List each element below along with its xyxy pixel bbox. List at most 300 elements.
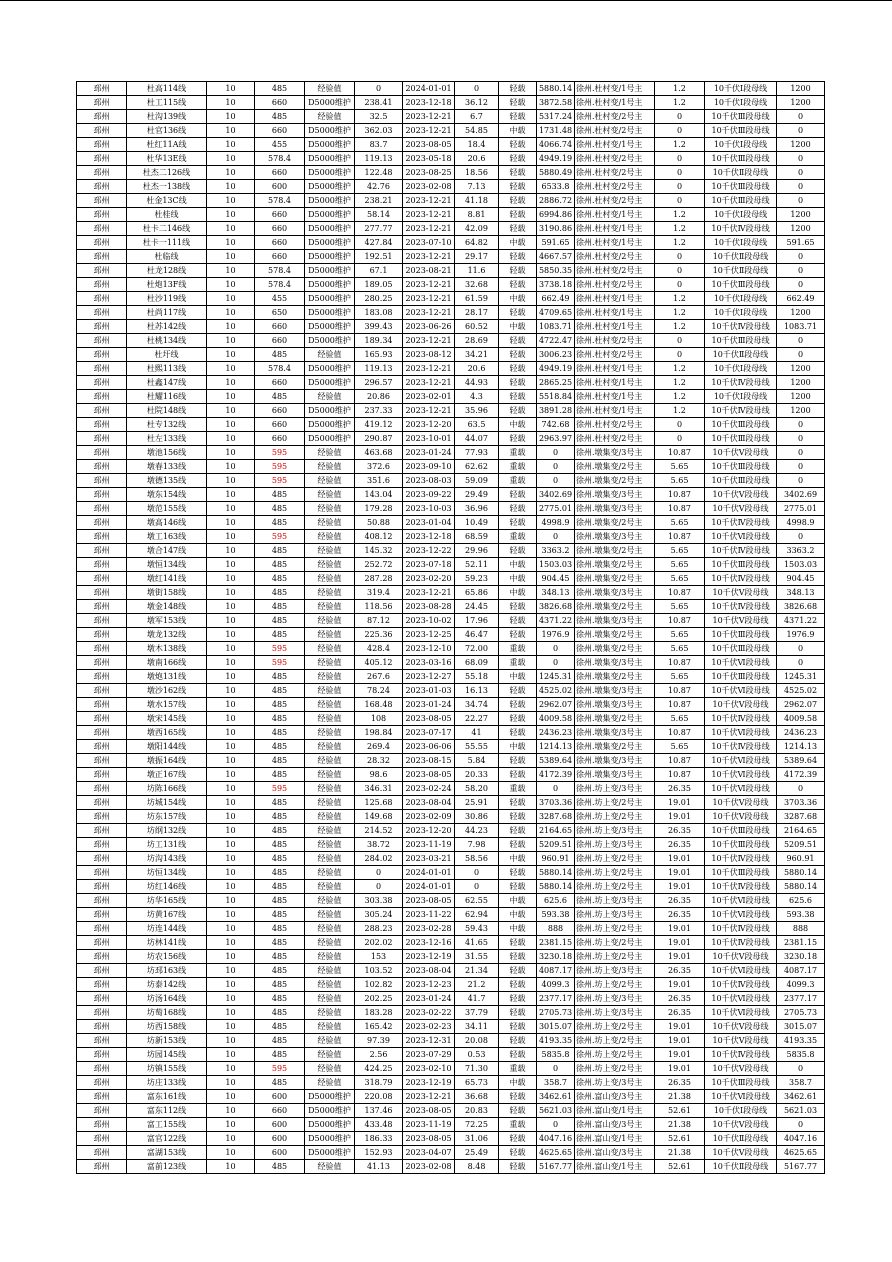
table-row (77, 824, 825, 838)
busbar-cell: 10千伏Ⅴ段母线 (705, 586, 777, 600)
transformer-cell: 徐州.杜村变/2号主 (575, 180, 655, 194)
date-cell: 2023-08-05 (403, 712, 455, 726)
city-cell: 邳州 (77, 852, 127, 866)
busbar-cell: 10千伏Ⅴ段母线 (705, 446, 777, 460)
line-name-cell: 坊庄133线 (127, 1076, 207, 1090)
spare-capacity-cell: 4193.35 (537, 1034, 575, 1048)
load-rate-cell: 55.55 (455, 740, 499, 754)
busbar-cell: 10千伏Ⅰ段母线 (705, 138, 777, 152)
load-rate-cell: 41.7 (455, 992, 499, 1006)
line-name-cell: 墩合147线 (127, 544, 207, 558)
table-row (77, 292, 825, 306)
available-capacity-cell: 0 (777, 1118, 825, 1132)
load-status-cell: 轻载 (499, 684, 537, 698)
busbar-cell: 10千伏Ⅳ段母线 (705, 516, 777, 530)
capacity-cell: 650 (255, 306, 305, 320)
capacity-cell: 485 (255, 1160, 305, 1174)
city-cell: 邳州 (77, 1160, 127, 1174)
source-cell: 经验值 (305, 754, 355, 768)
available-capacity-cell: 2377.17 (777, 992, 825, 1006)
load-value-cell: 237.33 (355, 404, 403, 418)
busbar-cell: 10千伏Ⅴ段母线 (705, 698, 777, 712)
spare-capacity-cell: 888 (537, 922, 575, 936)
spare-capacity-cell: 4099.3 (537, 978, 575, 992)
transformer-value-cell: 10.87 (655, 754, 705, 768)
date-cell: 2023-09-22 (403, 488, 455, 502)
voltage-cell: 10 (207, 1076, 255, 1090)
capacity-cell: 485 (255, 866, 305, 880)
busbar-cell: 10千伏Ⅴ段母线 (705, 1034, 777, 1048)
load-value-cell: 238.21 (355, 194, 403, 208)
line-name-cell: 墩木138线 (127, 642, 207, 656)
available-capacity-cell: 0 (777, 1062, 825, 1076)
city-cell: 邳州 (77, 880, 127, 894)
load-status-cell: 轻载 (499, 726, 537, 740)
transformer-value-cell: 26.35 (655, 838, 705, 852)
line-name-cell: 杜杰二126线 (127, 166, 207, 180)
busbar-cell: 10千伏Ⅰ段母线 (705, 236, 777, 250)
city-cell: 邳州 (77, 180, 127, 194)
load-rate-cell: 44.93 (455, 376, 499, 390)
busbar-cell: 10千伏Ⅰ段母线 (705, 292, 777, 306)
load-rate-cell: 58.56 (455, 852, 499, 866)
date-cell: 2023-11-22 (403, 908, 455, 922)
transformer-cell: 徐州.墩集变/3号主 (575, 530, 655, 544)
busbar-cell: 10千伏Ⅳ段母线 (705, 712, 777, 726)
date-cell: 2023-06-06 (403, 740, 455, 754)
available-capacity-cell: 2164.65 (777, 824, 825, 838)
load-status-cell: 中载 (499, 670, 537, 684)
city-cell: 邳州 (77, 348, 127, 362)
load-status-cell: 轻载 (499, 838, 537, 852)
line-name-cell: 杜红11A线 (127, 138, 207, 152)
date-cell: 2023-12-21 (403, 250, 455, 264)
date-cell: 2023-02-10 (403, 1062, 455, 1076)
date-cell: 2023-10-01 (403, 432, 455, 446)
load-status-cell: 中载 (499, 894, 537, 908)
capacity-cell: 485 (255, 558, 305, 572)
line-name-cell: 坊泰142线 (127, 978, 207, 992)
line-name-cell: 坊连144线 (127, 922, 207, 936)
capacity-cell: 485 (255, 824, 305, 838)
capacity-cell: 595 (255, 782, 305, 796)
transformer-value-cell: 26.35 (655, 908, 705, 922)
busbar-cell: 10千伏Ⅵ段母线 (705, 726, 777, 740)
transformer-value-cell: 0 (655, 278, 705, 292)
transformer-value-cell: 5.65 (655, 544, 705, 558)
table-row (77, 712, 825, 726)
spare-capacity-cell: 625.6 (537, 894, 575, 908)
busbar-cell: 10千伏Ⅳ段母线 (705, 936, 777, 950)
busbar-cell: 10千伏Ⅴ段母线 (705, 1146, 777, 1160)
available-capacity-cell: 0 (777, 250, 825, 264)
capacity-cell: 485 (255, 936, 305, 950)
transformer-value-cell: 5.65 (655, 516, 705, 530)
capacity-cell: 485 (255, 740, 305, 754)
load-rate-cell: 44.23 (455, 824, 499, 838)
load-status-cell: 轻载 (499, 1020, 537, 1034)
load-rate-cell: 54.85 (455, 124, 499, 138)
load-rate-cell: 25.49 (455, 1146, 499, 1160)
busbar-cell: 10千伏Ⅲ段母线 (705, 418, 777, 432)
city-cell: 邳州 (77, 306, 127, 320)
date-cell: 2023-12-10 (403, 642, 455, 656)
capacity-cell: 660 (255, 404, 305, 418)
line-name-cell: 墩龙132线 (127, 628, 207, 642)
load-value-cell: 399.43 (355, 320, 403, 334)
load-value-cell: 238.41 (355, 96, 403, 110)
transformer-cell: 徐州.杜村变/1号主 (575, 292, 655, 306)
voltage-cell: 10 (207, 124, 255, 138)
load-status-cell: 中载 (499, 124, 537, 138)
transformer-cell: 徐州.坊上变/3号主 (575, 964, 655, 978)
capacity-cell: 485 (255, 600, 305, 614)
transformer-cell: 徐州.杜村变/2号主 (575, 110, 655, 124)
load-value-cell: 225.36 (355, 628, 403, 642)
available-capacity-cell: 3402.69 (777, 488, 825, 502)
load-status-cell: 轻载 (499, 82, 537, 96)
available-capacity-cell: 5880.14 (777, 880, 825, 894)
spare-capacity-cell: 3891.28 (537, 404, 575, 418)
busbar-cell: 10千伏Ⅳ段母线 (705, 222, 777, 236)
busbar-cell: 10千伏Ⅲ段母线 (705, 824, 777, 838)
load-rate-cell: 28.69 (455, 334, 499, 348)
load-status-cell: 重载 (499, 1062, 537, 1076)
line-name-cell: 坊西158线 (127, 1020, 207, 1034)
capacity-cell: 485 (255, 880, 305, 894)
city-cell: 邳州 (77, 572, 127, 586)
busbar-cell: 10千伏Ⅳ段母线 (705, 922, 777, 936)
city-cell: 邳州 (77, 936, 127, 950)
load-rate-cell: 18.4 (455, 138, 499, 152)
load-status-cell: 轻载 (499, 1034, 537, 1048)
table-row (77, 180, 825, 194)
line-name-cell: 杜工115线 (127, 96, 207, 110)
line-name-cell: 墩德135线 (127, 474, 207, 488)
spare-capacity-cell: 2377.17 (537, 992, 575, 1006)
capacity-cell: 485 (255, 544, 305, 558)
available-capacity-cell: 625.6 (777, 894, 825, 908)
available-capacity-cell: 904.45 (777, 572, 825, 586)
transformer-cell: 徐州.坊上变/3号主 (575, 992, 655, 1006)
load-value-cell: 98.6 (355, 768, 403, 782)
busbar-cell: 10千伏Ⅲ段母线 (705, 194, 777, 208)
transformer-value-cell: 10.87 (655, 586, 705, 600)
table-row (77, 152, 825, 166)
capacity-cell: 485 (255, 1048, 305, 1062)
city-cell: 邳州 (77, 796, 127, 810)
city-cell: 邳州 (77, 866, 127, 880)
date-cell: 2023-12-20 (403, 824, 455, 838)
voltage-cell: 10 (207, 894, 255, 908)
table-row (77, 810, 825, 824)
table-row (77, 1104, 825, 1118)
date-cell: 2023-12-16 (403, 936, 455, 950)
transformer-value-cell: 19.01 (655, 852, 705, 866)
city-cell: 邳州 (77, 824, 127, 838)
transformer-value-cell: 0 (655, 194, 705, 208)
capacity-cell: 485 (255, 810, 305, 824)
capacity-cell: 485 (255, 488, 305, 502)
load-status-cell: 轻载 (499, 362, 537, 376)
source-cell: 经验值 (305, 488, 355, 502)
available-capacity-cell: 5835.8 (777, 1048, 825, 1062)
voltage-cell: 10 (207, 824, 255, 838)
capacity-cell: 485 (255, 768, 305, 782)
load-rate-cell: 60.52 (455, 320, 499, 334)
capacity-cell: 600 (255, 180, 305, 194)
date-cell: 2023-12-21 (403, 1090, 455, 1104)
city-cell: 邳州 (77, 1118, 127, 1132)
source-cell: 经验值 (305, 782, 355, 796)
source-cell: D5000维护 (305, 96, 355, 110)
load-value-cell: 102.82 (355, 978, 403, 992)
city-cell: 邳州 (77, 166, 127, 180)
table-row (77, 656, 825, 670)
source-cell: 经验值 (305, 656, 355, 670)
available-capacity-cell: 1200 (777, 96, 825, 110)
spare-capacity-cell: 3738.18 (537, 278, 575, 292)
table-row (77, 642, 825, 656)
source-cell: 经验值 (305, 992, 355, 1006)
transformer-value-cell: 1.2 (655, 376, 705, 390)
voltage-cell: 10 (207, 152, 255, 166)
load-status-cell: 轻载 (499, 166, 537, 180)
line-name-cell: 富官122线 (127, 1132, 207, 1146)
load-rate-cell: 34.11 (455, 1020, 499, 1034)
transformer-value-cell: 19.01 (655, 922, 705, 936)
busbar-cell: 10千伏Ⅲ段母线 (705, 866, 777, 880)
spare-capacity-cell: 5880.14 (537, 866, 575, 880)
spare-capacity-cell: 904.45 (537, 572, 575, 586)
spare-capacity-cell: 742.68 (537, 418, 575, 432)
voltage-cell: 10 (207, 558, 255, 572)
transformer-value-cell: 1.2 (655, 208, 705, 222)
available-capacity-cell: 0 (777, 348, 825, 362)
load-status-cell: 轻载 (499, 488, 537, 502)
source-cell: D5000维护 (305, 1118, 355, 1132)
busbar-cell: 10千伏Ⅱ段母线 (705, 1132, 777, 1146)
capacity-cell: 660 (255, 208, 305, 222)
available-capacity-cell: 0 (777, 194, 825, 208)
line-name-cell: 坊园145线 (127, 1048, 207, 1062)
voltage-cell: 10 (207, 348, 255, 362)
transformer-cell: 徐州.墩集变/2号主 (575, 572, 655, 586)
capacity-cell: 485 (255, 516, 305, 530)
spare-capacity-cell: 0 (537, 530, 575, 544)
load-value-cell: 189.34 (355, 334, 403, 348)
transformer-cell: 徐州.墩集变/2号主 (575, 516, 655, 530)
capacity-cell: 485 (255, 110, 305, 124)
busbar-cell: 10千伏Ⅵ段母线 (705, 530, 777, 544)
date-cell: 2023-12-21 (403, 194, 455, 208)
busbar-cell: 10千伏Ⅵ段母线 (705, 768, 777, 782)
voltage-cell: 10 (207, 334, 255, 348)
table-row (77, 908, 825, 922)
city-cell: 邳州 (77, 628, 127, 642)
source-cell: 经验值 (305, 348, 355, 362)
load-value-cell: 202.02 (355, 936, 403, 950)
transformer-value-cell: 10.87 (655, 488, 705, 502)
spare-capacity-cell: 4625.65 (537, 1146, 575, 1160)
capacity-cell: 595 (255, 656, 305, 670)
transformer-value-cell: 0 (655, 180, 705, 194)
spare-capacity-cell: 0 (537, 474, 575, 488)
transformer-cell: 徐州.杜村变/2号主 (575, 278, 655, 292)
load-value-cell: 267.6 (355, 670, 403, 684)
load-value-cell: 137.46 (355, 1104, 403, 1118)
transformer-cell: 徐州.富山变/1号主 (575, 1132, 655, 1146)
transformer-value-cell: 5.65 (655, 474, 705, 488)
date-cell: 2023-08-04 (403, 796, 455, 810)
line-name-cell: 杜熙113线 (127, 362, 207, 376)
city-cell: 邳州 (77, 670, 127, 684)
voltage-cell: 10 (207, 236, 255, 250)
transformer-cell: 徐州.坊上变/3号主 (575, 894, 655, 908)
voltage-cell: 10 (207, 516, 255, 530)
transformer-value-cell: 19.01 (655, 1048, 705, 1062)
source-cell: 经验值 (305, 1062, 355, 1076)
available-capacity-cell: 0 (777, 460, 825, 474)
table-row (77, 418, 825, 432)
city-cell: 邳州 (77, 418, 127, 432)
line-name-cell: 墩池156线 (127, 446, 207, 460)
load-rate-cell: 34.74 (455, 698, 499, 712)
date-cell: 2023-12-21 (403, 124, 455, 138)
line-name-cell: 富前123线 (127, 1160, 207, 1174)
spare-capacity-cell: 2963.97 (537, 432, 575, 446)
feeder-load-table (76, 81, 825, 1174)
transformer-cell: 徐州.杜村变/2号主 (575, 418, 655, 432)
capacity-cell: 660 (255, 418, 305, 432)
source-cell: D5000维护 (305, 222, 355, 236)
busbar-cell: 10千伏Ⅲ段母线 (705, 838, 777, 852)
voltage-cell: 10 (207, 628, 255, 642)
spare-capacity-cell: 3287.68 (537, 810, 575, 824)
city-cell: 邳州 (77, 1020, 127, 1034)
capacity-cell: 660 (255, 1104, 305, 1118)
load-rate-cell: 32.68 (455, 278, 499, 292)
voltage-cell: 10 (207, 1104, 255, 1118)
source-cell: D5000维护 (305, 376, 355, 390)
transformer-value-cell: 1.2 (655, 292, 705, 306)
table-row (77, 138, 825, 152)
voltage-cell: 10 (207, 208, 255, 222)
load-value-cell: 103.52 (355, 964, 403, 978)
capacity-cell: 600 (255, 1090, 305, 1104)
city-cell: 邳州 (77, 320, 127, 334)
transformer-cell: 徐州.墩集变/3号主 (575, 488, 655, 502)
source-cell: D5000维护 (305, 1146, 355, 1160)
transformer-value-cell: 10.87 (655, 726, 705, 740)
load-rate-cell: 58.20 (455, 782, 499, 796)
transformer-value-cell: 1.2 (655, 362, 705, 376)
source-cell: 经验值 (305, 684, 355, 698)
load-value-cell: 122.48 (355, 166, 403, 180)
spare-capacity-cell: 358.7 (537, 1076, 575, 1090)
busbar-cell: 10千伏Ⅲ段母线 (705, 642, 777, 656)
available-capacity-cell: 3462.61 (777, 1090, 825, 1104)
source-cell: 经验值 (305, 1048, 355, 1062)
load-status-cell: 轻载 (499, 502, 537, 516)
available-capacity-cell: 4998.9 (777, 516, 825, 530)
line-name-cell: 墩东154线 (127, 488, 207, 502)
date-cell: 2023-12-21 (403, 222, 455, 236)
load-status-cell: 轻载 (499, 698, 537, 712)
date-cell: 2023-02-28 (403, 922, 455, 936)
available-capacity-cell: 4371.22 (777, 614, 825, 628)
load-status-cell: 轻载 (499, 768, 537, 782)
transformer-cell: 徐州.杜村变/2号主 (575, 152, 655, 166)
voltage-cell: 10 (207, 754, 255, 768)
source-cell: 经验值 (305, 1020, 355, 1034)
transformer-value-cell: 1.2 (655, 390, 705, 404)
load-status-cell: 轻载 (499, 824, 537, 838)
voltage-cell: 10 (207, 432, 255, 446)
transformer-value-cell: 0 (655, 110, 705, 124)
source-cell: 经验值 (305, 964, 355, 978)
source-cell: 经验值 (305, 908, 355, 922)
transformer-cell: 徐州.墩集变/2号主 (575, 628, 655, 642)
date-cell: 2023-03-16 (403, 656, 455, 670)
capacity-cell: 485 (255, 978, 305, 992)
load-status-cell: 重载 (499, 474, 537, 488)
city-cell: 邳州 (77, 334, 127, 348)
city-cell: 邳州 (77, 558, 127, 572)
table-row (77, 754, 825, 768)
voltage-cell: 10 (207, 194, 255, 208)
busbar-cell: 10千伏Ⅰ段母线 (705, 306, 777, 320)
busbar-cell: 10千伏Ⅳ段母线 (705, 852, 777, 866)
city-cell: 邳州 (77, 474, 127, 488)
load-value-cell: 405.12 (355, 656, 403, 670)
load-status-cell: 轻载 (499, 110, 537, 124)
source-cell: 经验值 (305, 726, 355, 740)
line-name-cell: 富东161线 (127, 1090, 207, 1104)
voltage-cell: 10 (207, 1034, 255, 1048)
busbar-cell: 10千伏Ⅳ段母线 (705, 572, 777, 586)
transformer-value-cell: 26.35 (655, 964, 705, 978)
busbar-cell: 10千伏Ⅵ段母线 (705, 684, 777, 698)
transformer-cell: 徐州.坊上变/2号主 (575, 1062, 655, 1076)
load-rate-cell: 72.25 (455, 1118, 499, 1132)
load-value-cell: 149.68 (355, 810, 403, 824)
load-value-cell: 125.68 (355, 796, 403, 810)
line-name-cell: 杜龙128线 (127, 264, 207, 278)
voltage-cell: 10 (207, 782, 255, 796)
capacity-cell: 578.4 (255, 152, 305, 166)
available-capacity-cell: 1200 (777, 362, 825, 376)
capacity-cell: 595 (255, 446, 305, 460)
capacity-cell: 485 (255, 348, 305, 362)
table-row (77, 936, 825, 950)
voltage-cell: 10 (207, 936, 255, 950)
capacity-cell: 485 (255, 572, 305, 586)
load-rate-cell: 11.6 (455, 264, 499, 278)
date-cell: 2023-08-15 (403, 754, 455, 768)
spare-capacity-cell: 3230.18 (537, 950, 575, 964)
date-cell: 2023-01-03 (403, 684, 455, 698)
table-row (77, 544, 825, 558)
spare-capacity-cell: 4667.57 (537, 250, 575, 264)
load-value-cell: 280.25 (355, 292, 403, 306)
voltage-cell: 10 (207, 110, 255, 124)
busbar-cell: 10千伏Ⅳ段母线 (705, 600, 777, 614)
spare-capacity-cell: 3872.58 (537, 96, 575, 110)
transformer-value-cell: 10.87 (655, 656, 705, 670)
load-status-cell: 轻载 (499, 194, 537, 208)
date-cell: 2023-08-12 (403, 348, 455, 362)
